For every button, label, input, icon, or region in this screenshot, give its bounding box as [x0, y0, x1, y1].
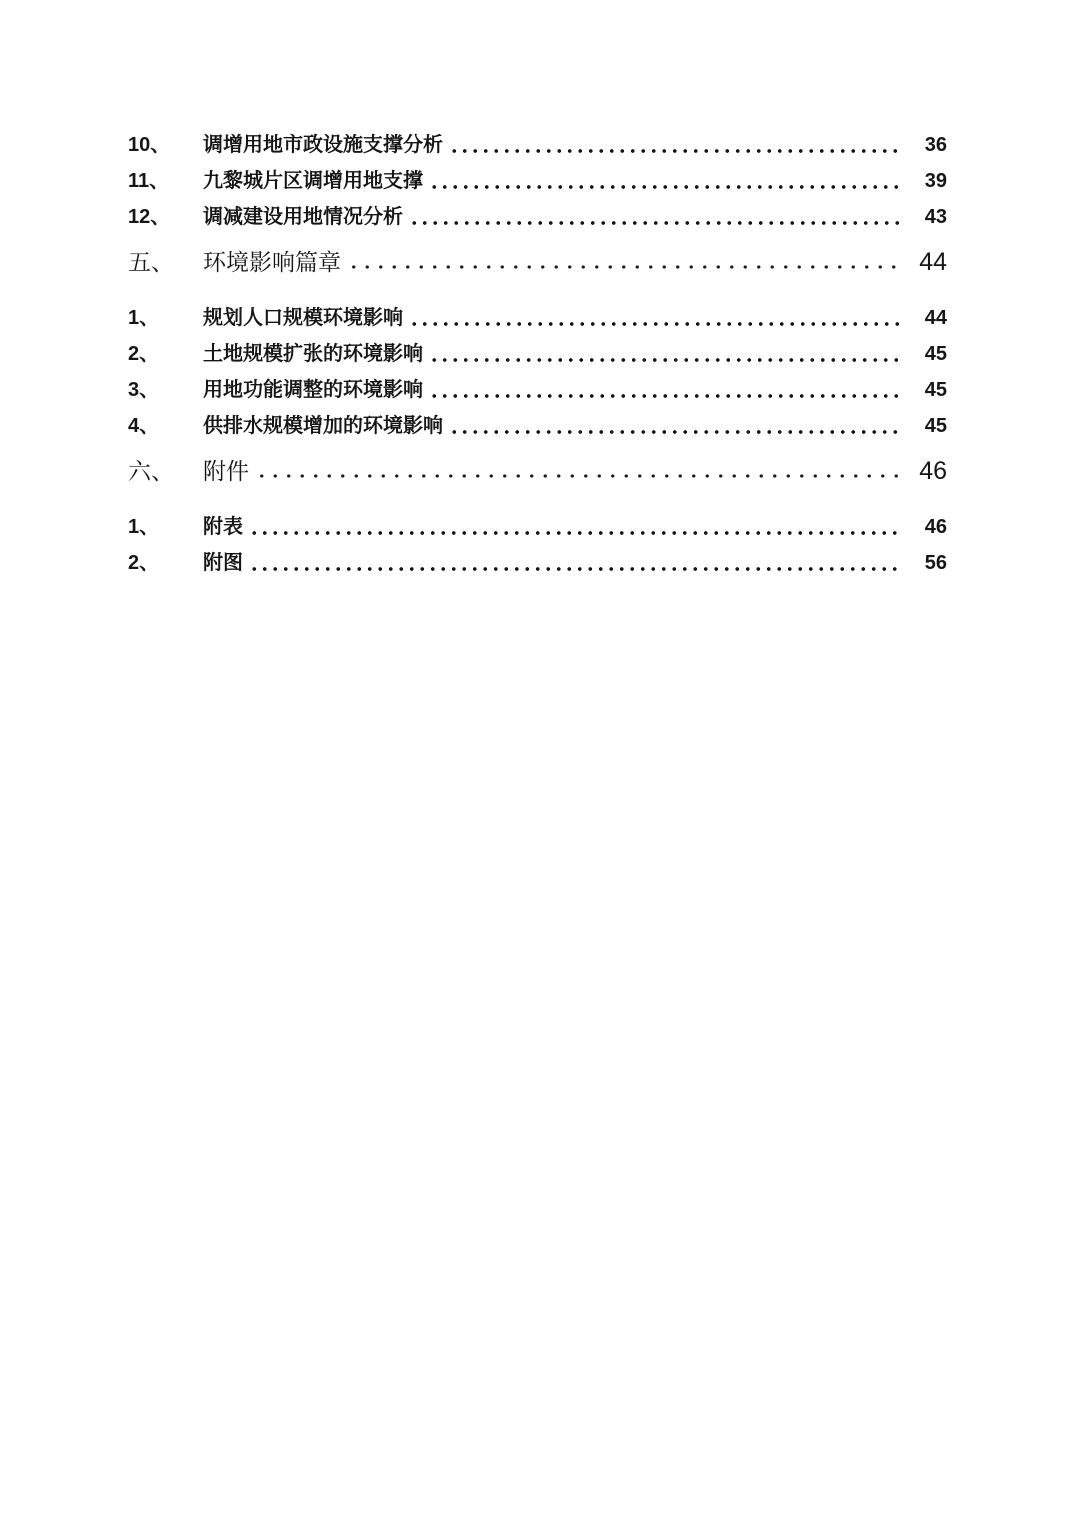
toc-entry-number: 1、 — [128, 516, 160, 538]
dot-leader — [255, 453, 903, 489]
toc-entry[interactable] — [128, 453, 947, 489]
toc-entry-title[interactable]: 用地功能调整的环境影响 — [203, 379, 423, 401]
toc-entry[interactable] — [128, 127, 947, 163]
table-of-contents — [128, 127, 947, 581]
toc-entry-page-number: 44 — [919, 248, 947, 276]
toc-entry-title[interactable]: 附表 — [203, 516, 243, 538]
dot-leader — [409, 300, 903, 336]
toc-entry-page-number: 56 — [924, 552, 947, 574]
toc-entry-number: 五、 — [128, 249, 174, 275]
toc-entry-number: 11、 — [128, 170, 170, 192]
toc-entry-number: 六、 — [128, 458, 174, 484]
dot-leader — [449, 127, 903, 163]
dot-leader — [409, 199, 903, 235]
toc-entry[interactable] — [128, 244, 947, 280]
toc-entry-page-number: 44 — [924, 307, 947, 329]
toc-entry-number: 4、 — [128, 415, 160, 437]
toc-entry-number: 12、 — [128, 206, 171, 228]
toc-entry-number: 2、 — [128, 552, 160, 574]
toc-entry-page-number: 45 — [924, 343, 947, 365]
toc-entry-number: 3、 — [128, 379, 160, 401]
toc-entry-number: 2、 — [128, 343, 160, 365]
dot-leader — [449, 408, 903, 444]
toc-entry[interactable] — [128, 509, 947, 545]
toc-entry-page-number: 39 — [924, 170, 947, 192]
toc-entry[interactable] — [128, 336, 947, 372]
toc-entry-title[interactable]: 土地规模扩张的环境影响 — [203, 343, 423, 365]
toc-entry-title[interactable]: 附图 — [203, 552, 243, 574]
toc-entry-page-number: 43 — [924, 206, 947, 228]
dot-leader — [429, 372, 903, 408]
dot-leader — [429, 163, 903, 199]
toc-entry-title[interactable]: 供排水规模增加的环境影响 — [203, 415, 443, 437]
toc-entry-title[interactable]: 调减建设用地情况分析 — [203, 206, 403, 228]
toc-entry-title[interactable]: 九黎城片区调增用地支撑 — [203, 170, 423, 192]
dot-leader — [429, 336, 903, 372]
toc-entry[interactable] — [128, 408, 947, 444]
toc-entry-title[interactable]: 规划人口规模环境影响 — [203, 307, 403, 329]
dot-leader — [249, 545, 903, 581]
toc-entry-number: 10、 — [128, 134, 171, 156]
toc-entry-page-number: 45 — [924, 415, 947, 437]
toc-entry[interactable] — [128, 163, 947, 199]
toc-entry-title[interactable]: 附件 — [203, 458, 249, 484]
dot-leader — [249, 509, 903, 545]
toc-entry-page-number: 46 — [919, 457, 947, 485]
toc-entry-page-number: 36 — [924, 134, 947, 156]
dot-leader — [347, 244, 903, 280]
toc-entry-number: 1、 — [128, 307, 160, 329]
toc-entry[interactable] — [128, 372, 947, 408]
toc-entry-title[interactable]: 环境影响篇章 — [203, 249, 341, 275]
toc-entry[interactable] — [128, 199, 947, 235]
toc-entry-page-number: 45 — [924, 379, 947, 401]
toc-entry-page-number: 46 — [924, 516, 947, 538]
toc-entry[interactable] — [128, 545, 947, 581]
toc-entry-title[interactable]: 调增用地市政设施支撑分析 — [203, 134, 443, 156]
toc-entry[interactable] — [128, 300, 947, 336]
